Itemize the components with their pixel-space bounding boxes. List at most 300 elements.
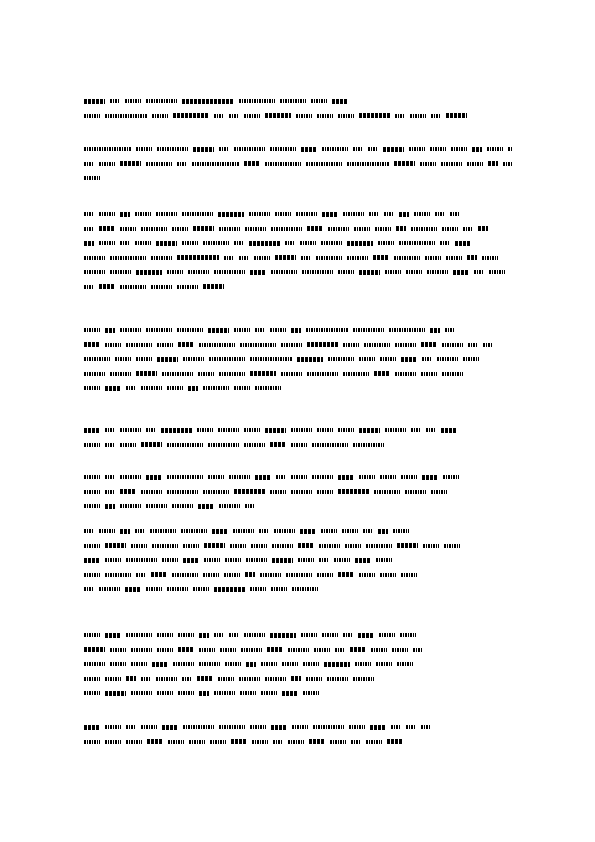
paragraph bbox=[84, 142, 512, 186]
text-word bbox=[84, 558, 100, 563]
text-word bbox=[265, 428, 286, 433]
text-word bbox=[322, 633, 338, 637]
text-word bbox=[265, 677, 286, 681]
text-word bbox=[234, 489, 265, 494]
text-word bbox=[105, 443, 115, 447]
text-word bbox=[406, 270, 422, 274]
text-word bbox=[272, 544, 293, 548]
text-word bbox=[135, 212, 151, 216]
text-word bbox=[167, 386, 183, 390]
text-word bbox=[131, 648, 152, 652]
text-word bbox=[371, 648, 387, 652]
text-word bbox=[157, 343, 173, 347]
text-word bbox=[246, 662, 256, 667]
text-word bbox=[394, 256, 420, 260]
paragraph bbox=[84, 94, 512, 123]
text-word bbox=[183, 725, 214, 729]
text-word bbox=[84, 740, 100, 744]
text-word bbox=[255, 386, 281, 390]
text-word bbox=[451, 147, 467, 151]
text-word bbox=[249, 212, 270, 216]
text-word bbox=[210, 740, 226, 744]
text-word bbox=[214, 587, 245, 592]
text-word bbox=[343, 372, 369, 376]
text-word bbox=[152, 114, 168, 118]
text-word bbox=[296, 212, 317, 216]
text-word bbox=[355, 662, 371, 666]
text-word bbox=[105, 343, 121, 347]
text-word bbox=[214, 270, 245, 274]
text-word bbox=[395, 372, 416, 376]
text-word bbox=[368, 147, 378, 151]
text-word bbox=[84, 490, 100, 494]
text-word bbox=[161, 428, 192, 433]
text-word bbox=[347, 162, 389, 166]
text-word bbox=[359, 357, 375, 361]
text-word bbox=[345, 544, 361, 548]
text-line bbox=[84, 582, 512, 597]
text-word bbox=[482, 256, 498, 260]
text-word bbox=[255, 328, 265, 332]
text-word bbox=[84, 662, 105, 666]
text-word bbox=[120, 529, 130, 534]
text-word bbox=[297, 357, 323, 362]
text-word bbox=[204, 543, 225, 548]
text-word bbox=[183, 544, 199, 548]
text-word bbox=[141, 227, 167, 231]
text-line bbox=[84, 672, 512, 687]
text-word bbox=[84, 372, 105, 376]
text-word bbox=[391, 725, 401, 729]
text-line bbox=[84, 499, 512, 514]
text-line bbox=[84, 470, 512, 485]
text-word bbox=[197, 428, 213, 432]
text-word bbox=[435, 212, 445, 216]
text-word bbox=[131, 544, 147, 548]
text-word bbox=[229, 114, 239, 118]
text-word bbox=[181, 529, 207, 533]
text-word bbox=[225, 662, 241, 666]
text-word bbox=[395, 343, 416, 347]
text-word bbox=[110, 372, 131, 376]
text-word bbox=[229, 475, 250, 479]
text-word bbox=[126, 725, 136, 729]
text-word bbox=[400, 633, 416, 637]
text-word bbox=[199, 662, 220, 666]
text-word bbox=[224, 256, 234, 260]
text-word bbox=[162, 725, 178, 730]
text-word bbox=[172, 573, 198, 577]
text-word bbox=[183, 558, 199, 563]
text-word bbox=[146, 504, 167, 508]
text-word bbox=[373, 255, 389, 260]
text-word bbox=[330, 740, 346, 744]
text-word bbox=[84, 357, 110, 361]
text-word bbox=[126, 558, 157, 562]
text-word bbox=[478, 226, 488, 231]
text-word bbox=[342, 529, 358, 533]
text-word bbox=[234, 386, 250, 390]
text-word bbox=[311, 99, 327, 103]
text-word bbox=[401, 357, 417, 362]
text-line bbox=[84, 381, 512, 396]
text-word bbox=[199, 343, 235, 347]
text-word bbox=[300, 241, 316, 245]
text-word bbox=[303, 691, 319, 695]
text-word bbox=[136, 270, 162, 275]
text-word bbox=[105, 543, 126, 548]
text-word bbox=[152, 662, 168, 667]
text-word bbox=[218, 677, 234, 681]
text-word bbox=[239, 677, 260, 681]
text-word bbox=[298, 543, 314, 548]
text-word bbox=[193, 226, 214, 231]
text-word bbox=[411, 227, 437, 231]
text-word bbox=[244, 443, 265, 447]
text-word bbox=[355, 558, 371, 563]
text-word bbox=[151, 256, 172, 260]
text-word bbox=[84, 176, 100, 180]
text-word bbox=[353, 443, 384, 447]
text-word bbox=[405, 490, 426, 494]
text-line bbox=[84, 171, 512, 186]
text-word bbox=[431, 490, 447, 494]
text-word bbox=[281, 372, 302, 376]
text-word bbox=[301, 633, 317, 637]
text-word bbox=[385, 428, 406, 432]
text-word bbox=[208, 475, 224, 479]
text-line bbox=[84, 251, 512, 266]
text-line bbox=[84, 657, 512, 672]
text-word bbox=[271, 227, 302, 231]
text-word bbox=[378, 529, 388, 534]
text-word bbox=[239, 256, 249, 260]
text-word bbox=[301, 147, 317, 152]
text-word bbox=[177, 255, 219, 260]
text-word bbox=[319, 544, 340, 548]
text-word bbox=[84, 691, 100, 695]
text-word bbox=[167, 443, 203, 447]
text-word bbox=[136, 573, 146, 577]
paragraph bbox=[84, 720, 512, 749]
text-word bbox=[328, 227, 349, 231]
text-word bbox=[203, 573, 219, 577]
text-word bbox=[168, 740, 184, 744]
text-word bbox=[411, 428, 421, 432]
text-word bbox=[508, 147, 512, 151]
text-word bbox=[146, 162, 172, 166]
text-word bbox=[167, 587, 188, 591]
text-word bbox=[150, 529, 176, 533]
text-word bbox=[376, 662, 392, 666]
text-word bbox=[442, 372, 463, 376]
text-word bbox=[136, 357, 152, 361]
text-word bbox=[152, 544, 178, 548]
text-word bbox=[383, 147, 404, 152]
text-line bbox=[84, 735, 512, 750]
text-word bbox=[350, 647, 366, 652]
text-word bbox=[84, 212, 94, 216]
text-word bbox=[203, 284, 224, 289]
text-word bbox=[177, 285, 198, 289]
text-word bbox=[453, 270, 469, 275]
text-word bbox=[359, 113, 390, 118]
text-word bbox=[463, 357, 479, 361]
text-word bbox=[443, 475, 459, 479]
text-word bbox=[250, 371, 276, 376]
text-word bbox=[157, 648, 173, 652]
text-word bbox=[427, 270, 448, 274]
text-word bbox=[272, 558, 293, 563]
text-word bbox=[241, 648, 262, 652]
text-word bbox=[219, 227, 240, 231]
text-word bbox=[442, 343, 463, 347]
text-word bbox=[271, 270, 297, 274]
text-line bbox=[84, 236, 512, 251]
text-word bbox=[177, 328, 203, 332]
text-word bbox=[244, 161, 260, 166]
text-word bbox=[126, 676, 136, 681]
text-word bbox=[384, 212, 394, 216]
text-word bbox=[250, 270, 266, 275]
text-word bbox=[245, 227, 266, 231]
text-word bbox=[309, 739, 325, 744]
text-word bbox=[503, 162, 512, 166]
text-word bbox=[178, 633, 194, 637]
text-word bbox=[359, 573, 375, 577]
text-word bbox=[125, 587, 141, 592]
text-word bbox=[285, 241, 295, 245]
text-word bbox=[270, 490, 286, 494]
text-word bbox=[300, 529, 316, 534]
text-word bbox=[445, 328, 455, 332]
text-word bbox=[120, 161, 141, 166]
text-line bbox=[84, 338, 512, 353]
text-word bbox=[157, 691, 173, 695]
text-line bbox=[84, 720, 512, 735]
text-word bbox=[335, 648, 345, 652]
text-word bbox=[84, 386, 100, 390]
text-word bbox=[156, 212, 177, 216]
text-line bbox=[84, 553, 512, 568]
text-word bbox=[146, 587, 162, 591]
text-word bbox=[220, 648, 236, 652]
text-word bbox=[199, 691, 209, 696]
text-word bbox=[422, 475, 438, 480]
text-word bbox=[225, 558, 241, 562]
text-word bbox=[306, 328, 348, 332]
text-word bbox=[282, 662, 298, 666]
text-word bbox=[317, 573, 333, 577]
text-word bbox=[188, 270, 209, 274]
text-word bbox=[291, 676, 301, 681]
text-word bbox=[250, 357, 292, 361]
text-word bbox=[105, 677, 121, 681]
text-word bbox=[275, 255, 296, 260]
text-line bbox=[84, 280, 512, 295]
text-word bbox=[203, 241, 229, 245]
text-word bbox=[406, 725, 416, 729]
text-word bbox=[198, 504, 214, 509]
text-word bbox=[275, 212, 291, 216]
text-word bbox=[84, 529, 94, 533]
text-word bbox=[219, 725, 245, 729]
text-word bbox=[366, 544, 392, 548]
text-word bbox=[182, 677, 192, 681]
text-word bbox=[173, 113, 209, 118]
text-word bbox=[84, 285, 94, 289]
text-word bbox=[317, 490, 333, 494]
text-line bbox=[84, 438, 512, 453]
text-word bbox=[203, 490, 229, 494]
text-word bbox=[347, 241, 373, 246]
text-word bbox=[224, 573, 240, 577]
text-word bbox=[483, 343, 493, 347]
text-word bbox=[409, 147, 425, 151]
text-word bbox=[156, 241, 177, 246]
text-word bbox=[401, 475, 417, 479]
text-word bbox=[177, 162, 187, 166]
text-word bbox=[84, 443, 100, 447]
text-word bbox=[380, 573, 396, 577]
text-word bbox=[233, 529, 254, 533]
text-word bbox=[286, 573, 312, 577]
text-word bbox=[338, 270, 354, 274]
text-line bbox=[84, 485, 512, 500]
text-word bbox=[178, 342, 194, 347]
text-word bbox=[84, 544, 100, 548]
text-word bbox=[125, 99, 141, 103]
text-word bbox=[250, 725, 266, 729]
text-word bbox=[354, 227, 370, 231]
text-word bbox=[281, 343, 302, 347]
text-word bbox=[442, 227, 458, 231]
text-word bbox=[156, 677, 177, 681]
text-word bbox=[120, 328, 141, 332]
text-word bbox=[219, 504, 240, 508]
text-word bbox=[379, 633, 395, 637]
text-word bbox=[314, 648, 330, 652]
text-word bbox=[84, 256, 105, 260]
text-word bbox=[84, 725, 100, 730]
text-word bbox=[84, 647, 105, 652]
text-word bbox=[244, 428, 260, 432]
text-word bbox=[291, 475, 307, 479]
text-word bbox=[157, 633, 173, 637]
text-word bbox=[245, 572, 255, 577]
text-word bbox=[440, 241, 450, 245]
text-line bbox=[84, 423, 512, 438]
text-word bbox=[353, 147, 363, 151]
paragraph bbox=[84, 207, 512, 294]
text-word bbox=[414, 212, 430, 216]
text-word bbox=[84, 475, 100, 479]
text-word bbox=[274, 529, 295, 533]
text-word bbox=[255, 475, 271, 480]
text-word bbox=[218, 428, 239, 432]
text-word bbox=[214, 633, 224, 637]
text-word bbox=[214, 691, 235, 695]
text-word bbox=[307, 226, 323, 231]
text-word bbox=[244, 114, 260, 118]
text-word bbox=[84, 328, 100, 332]
text-word bbox=[338, 572, 354, 577]
text-word bbox=[110, 256, 146, 260]
text-word bbox=[84, 99, 105, 104]
text-word bbox=[288, 648, 309, 652]
text-word bbox=[301, 256, 311, 260]
text-word bbox=[84, 114, 100, 118]
text-word bbox=[209, 357, 245, 361]
text-word bbox=[84, 573, 100, 577]
text-word bbox=[193, 147, 214, 152]
text-word bbox=[425, 256, 441, 260]
text-word bbox=[260, 573, 281, 577]
text-word bbox=[366, 740, 382, 744]
text-word bbox=[422, 357, 432, 361]
text-line bbox=[84, 157, 512, 172]
text-word bbox=[259, 529, 269, 533]
text-line bbox=[84, 109, 512, 124]
text-word bbox=[105, 504, 115, 509]
text-word bbox=[399, 212, 409, 217]
text-word bbox=[338, 428, 354, 432]
text-word bbox=[441, 162, 462, 166]
text-word bbox=[192, 162, 239, 166]
text-word bbox=[347, 256, 368, 260]
text-word bbox=[203, 386, 229, 390]
text-word bbox=[204, 558, 220, 562]
text-word bbox=[489, 270, 505, 274]
text-line bbox=[84, 367, 512, 382]
text-word bbox=[120, 428, 141, 432]
text-word bbox=[231, 739, 247, 744]
text-line bbox=[84, 142, 512, 157]
text-word bbox=[359, 270, 380, 275]
text-word bbox=[353, 677, 374, 681]
text-word bbox=[188, 386, 198, 391]
text-word bbox=[126, 386, 136, 390]
text-word bbox=[359, 475, 375, 479]
text-word bbox=[182, 241, 198, 245]
text-word bbox=[105, 691, 126, 696]
text-word bbox=[110, 662, 126, 666]
text-word bbox=[292, 587, 318, 591]
text-word bbox=[157, 147, 188, 151]
text-word bbox=[84, 270, 105, 274]
text-word bbox=[173, 662, 194, 666]
text-word bbox=[298, 558, 314, 562]
text-word bbox=[421, 372, 437, 376]
text-word bbox=[252, 740, 268, 744]
text-word bbox=[105, 558, 121, 562]
text-line bbox=[84, 222, 512, 237]
text-word bbox=[317, 114, 333, 118]
text-word bbox=[321, 241, 342, 245]
text-word bbox=[441, 428, 457, 433]
text-word bbox=[463, 227, 473, 231]
text-word bbox=[394, 161, 415, 166]
text-word bbox=[157, 357, 178, 362]
text-word bbox=[141, 725, 157, 729]
text-word bbox=[189, 740, 205, 744]
text-word bbox=[84, 147, 131, 151]
text-word bbox=[212, 529, 228, 534]
text-word bbox=[396, 226, 406, 231]
text-word bbox=[214, 114, 224, 118]
text-word bbox=[359, 428, 380, 433]
text-word bbox=[147, 739, 163, 744]
